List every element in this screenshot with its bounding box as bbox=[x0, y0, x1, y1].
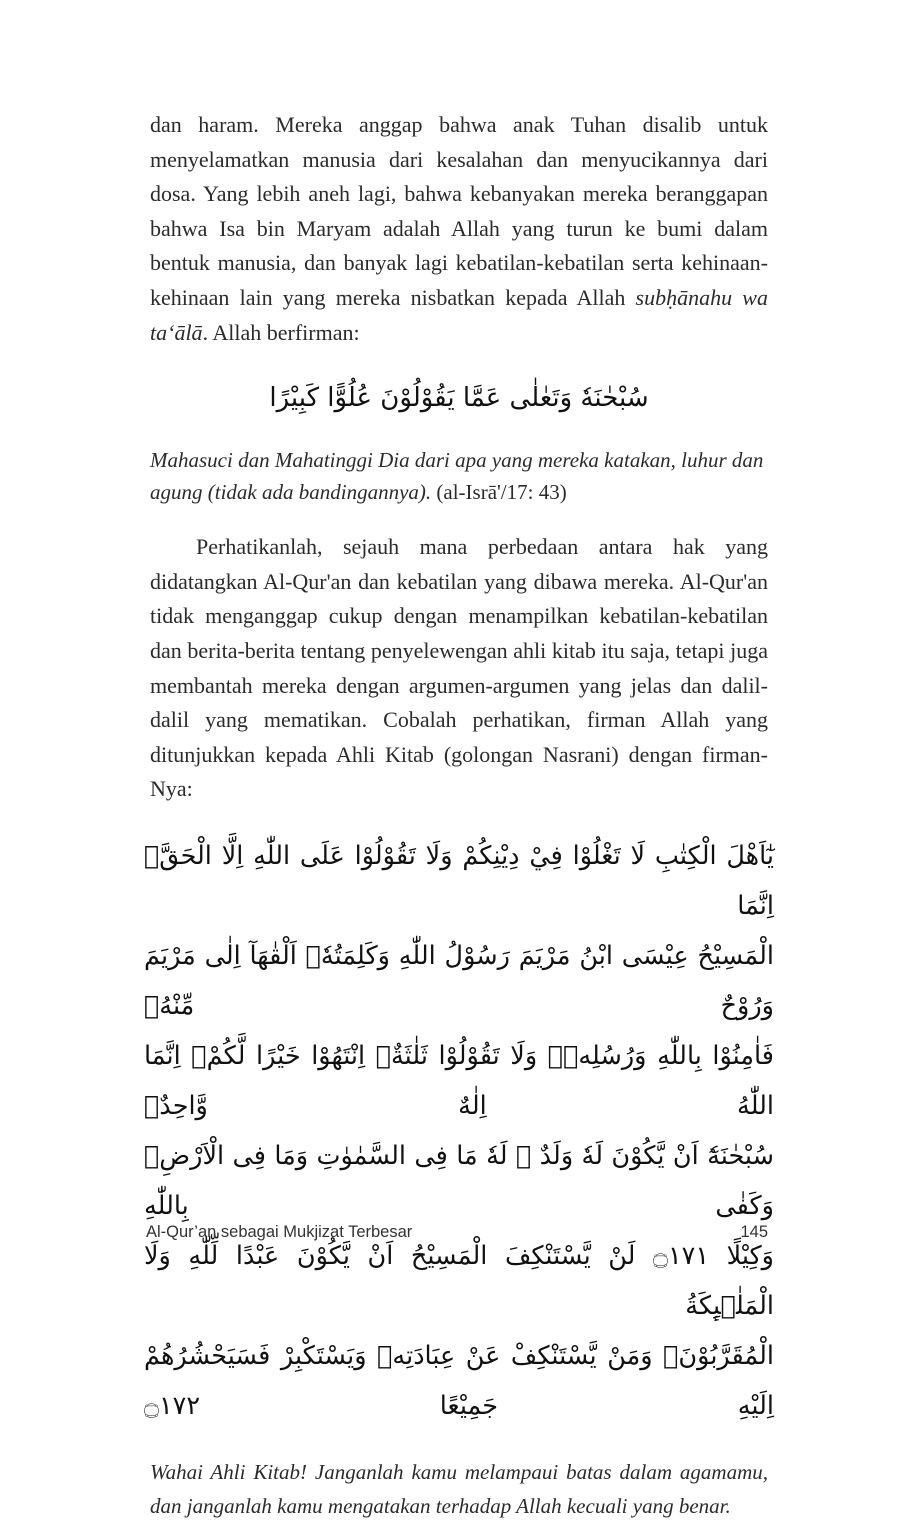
running-footer-title: Al-Qur’an sebagai Mukjizat Terbesar bbox=[146, 1223, 413, 1241]
page-content bbox=[144, 108, 774, 1523]
verse-2-arabic-line: يٰٓاَهْلَ الْكِتٰبِ لَا تَغْلُوْا فِيْ دِيْنِكُمْ وَلَا تَقُوْلُوْا عَلَى اللّٰهِ اِلَّا الْحَقَّۗ اِنَّمَا bbox=[144, 840, 774, 921]
paragraph-1 bbox=[150, 108, 768, 350]
paragraph-2: Perhatikanlah, sejauh mana perbedaan antara hak yang didatangkan Al-Qur'an dan kebatilan yang dibawa mereka. Al-Qur'an tidak menganggap cukup dengan menampilkan kebatilan-kebatilan dan berita-berita tentang penyelewengan ahli kitab itu saja, tetapi juga membantah mereka dengan argumen-argumen yang jelas dan dalil-dalil yang mematikan. Cobalah perhatikan, firman Allah yang ditunjukkan kepada Ahli Kitab (golongan Nasrani) dengan firman-Nya: bbox=[150, 534, 768, 802]
paragraph-1-text-end: . Allah berfirman: bbox=[202, 319, 360, 345]
verse-2-arabic-line: سُبْحٰنَهٗٓ اَنْ يَّكُوْنَ لَهٗ وَلَدٌ ۘ لَهٗ مَا فِى السَّمٰوٰتِ وَمَا فِى الْاَرْضِۗ وَكَفٰى بِاللّٰهِ bbox=[144, 1140, 774, 1221]
verse-1-reference: (al-Isrā'/17: 43) bbox=[431, 480, 567, 505]
paragraph-1-italic: subḥānahu wa ta‘ālā bbox=[150, 284, 768, 345]
verse-1-translation-text: Mahasuci dan Mahatinggi Dia dari apa yang mereka katakan, luhur dan agung (tidak ada bandingannya). bbox=[150, 448, 764, 505]
verse-2-arabic bbox=[144, 831, 774, 1431]
verse-2-arabic-line: وَكِيْلًا ۝١٧١ لَنْ يَّسْتَنْكِفَ الْمَسِيْحُ اَنْ يَّكُوْنَ عَبْدًا لِّلّٰهِ وَلَا الْمَلٰۤىِٕكَةُ bbox=[144, 1240, 774, 1321]
verse-1-arabic: سُبْحٰنَهٗ وَتَعٰلٰى عَمَّا يَقُوْلُوْنَ عُلُوًّا كَبِيْرًا bbox=[269, 383, 649, 414]
verse-2-translation: Wahai Ahli Kitab! Janganlah kamu melampaui batas dalam agamamu, dan janganlah kamu mengatakan terhadap Allah kecuali yang benar. bbox=[150, 1459, 768, 1518]
verse-1-translation bbox=[150, 444, 768, 508]
verse-2-arabic-line: الْمَسِيْحُ عِيْسَى ابْنُ مَرْيَمَ رَسُوْلُ اللّٰهِ وَكَلِمَتُهٗۚ اَلْقٰهَآ اِلٰى مَرْيَمَ وَرُوْحٌ مِّنْهُۖ bbox=[144, 940, 774, 1021]
verse-2-arabic-line: فَاٰمِنُوْا بِاللّٰهِ وَرُسُلِهٖۗ وَلَا تَقُوْلُوْا ثَلٰثَةٌۗ اِنْتَهُوْا خَيْرًا لَّكُمْۗ اِنَّمَا اللّٰهُ اِلٰهٌ وَّاحِدٌۗ bbox=[144, 1040, 774, 1121]
page-footer bbox=[146, 1223, 768, 1247]
verse-2-arabic-line: الْمُقَرَّبُوْنَۗ وَمَنْ يَّسْتَنْكِفْ عَنْ عِبَادَتِهٖ وَيَسْتَكْبِرْ فَسَيَحْشُرُهُمْ اِلَيْهِ جَمِيْعًا ۝١٧٢ bbox=[144, 1340, 774, 1421]
page-number: 145 bbox=[740, 1223, 768, 1241]
paragraph-1-text: dan haram. Mereka anggap bahwa anak Tuhan disalib untuk menyelamatkan manusia dari kesalahan dan menyucikannya dari dosa. Yang lebih aneh lagi, bahwa kebanyakan mereka beranggapan bahwa Isa bin Maryam adalah Allah yang turun ke bumi dalam bentuk manusia, dan banyak lagi kebatilan-kebatilan serta kehinaan-kehinaan lain yang mereka nisbatkan kepada Allah bbox=[150, 112, 768, 310]
